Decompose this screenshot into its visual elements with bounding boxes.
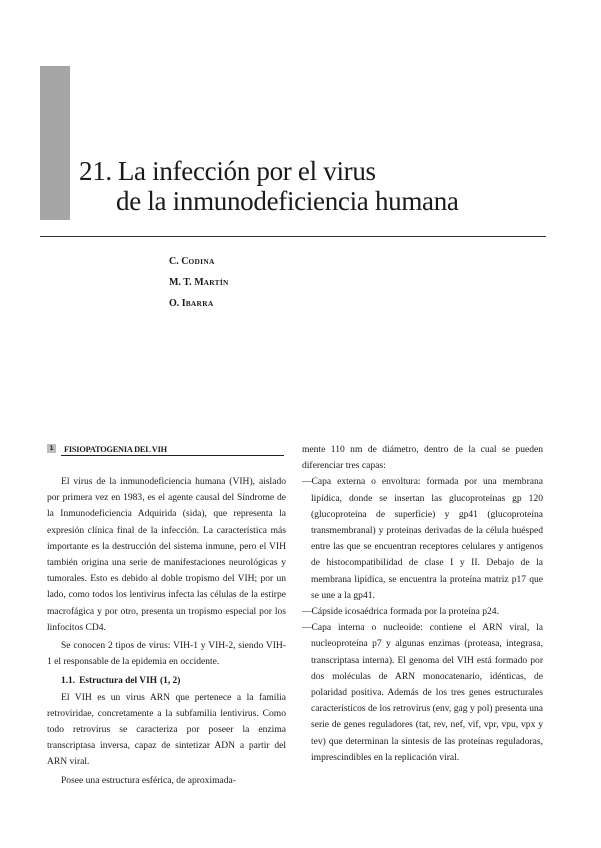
- section-heading: [47, 442, 286, 457]
- layer-item-capsid: —Cápside icosaédrica formada por la proteína p24.: [302, 606, 499, 618]
- author-1: C. CODINA: [169, 256, 215, 267]
- subsection-heading: 1.1. Estructura del VIH (1, 2): [61, 676, 181, 687]
- layers-intro: mente 110 nm de diámetro, dentro de la cual se pueden diferenciar tres capas:: [302, 444, 543, 472]
- title-divider: [40, 236, 546, 237]
- paragraph-2: Se conocen 2 tipos de virus: VIH-1 y VIH-2, siendo VIH-1 el responsable de la epidemia en occidente.: [47, 640, 286, 668]
- paragraph-3: El VIH es un virus ARN que pertenece a la familia retroviridae, concretamente a la subfamilia lentivirus. Como todo retrovirus se caracteriza por poseer la enzima transcriptasa inversa, capaz de sintetizar ADN a partir del ARN viral.: [47, 691, 286, 768]
- layer-item-envelope: —Capa externa o envoltura: formada por una membrana lipídica, donde se insertan las glucoproteínas gp 120 (glucoproteína de superficie) y gp41 (glucoproteína transmembranal) y proteínas derivadas de la célula huésped entre las que se encuentran receptores celulares y antígenos de histocompatibilidad de clase I y II. Debajo de la membrana lipídica, se encuentra la proteína matriz p17 que se une a la gp41.: [302, 476, 543, 601]
- chapter-side-bar: [40, 66, 70, 220]
- author-2: M. T. MARTÍN: [169, 277, 229, 288]
- chapter-title-line1: La infección por el virus: [117, 156, 376, 186]
- section-number-badge: 1: [47, 444, 56, 453]
- paragraph-1: El virus de la inmunodeficiencia humana (VIH), aislado por primera vez en 1983, es el agente causal del Síndrome de la Inmunodeficiencia Adquirida (sida), que representa la expresión clínica final de la infección. La característica más importante es la destrucción del sistema inmune, pero el VIH también origina una serie de manifestaciones neurológicas y tumorales. Esto es debido al doble tropismo del VIH; por un lado, como todos los lentivirus infecta las células de la estirpe macrofágica y por otro, presenta un tropismo especial por los linfocitos CD4.: [47, 476, 286, 633]
- author-3: O. IBARRA: [169, 298, 214, 309]
- chapter-title: [79, 156, 459, 216]
- layer-item-nucleoid: —Capa interna o nucleoide: contiene el ARN viral, la nucleoproteína p7 y algunas enzimas (proteasa, integrasa, transcriptasa interna). El genoma del VIH está formado por dos moléculas de ARN monocatenario, idénticas, de polaridad positiva. Además de los tres genes estructurales característicos de los retrovirus (env, gag y pol) presenta una serie de genes reguladores (tat, rev, nef, vif, vpr, vpu, vpx y tev) que determinan la síntesis de las proteínas reguladoras, imprescindibles en la replicación viral.: [302, 622, 543, 763]
- paragraph-4: Posee una estructura esférica, de aproximada-: [61, 774, 236, 786]
- right-column: [302, 442, 543, 766]
- author-list: [169, 251, 229, 314]
- chapter-title-line2: de la inmunodeficiencia humana: [116, 186, 459, 216]
- section-rule: [61, 455, 284, 456]
- left-column: [47, 442, 286, 789]
- section-title: FISIOPATOGENIA DEL VIH: [64, 445, 167, 454]
- chapter-number: 21.: [79, 156, 112, 186]
